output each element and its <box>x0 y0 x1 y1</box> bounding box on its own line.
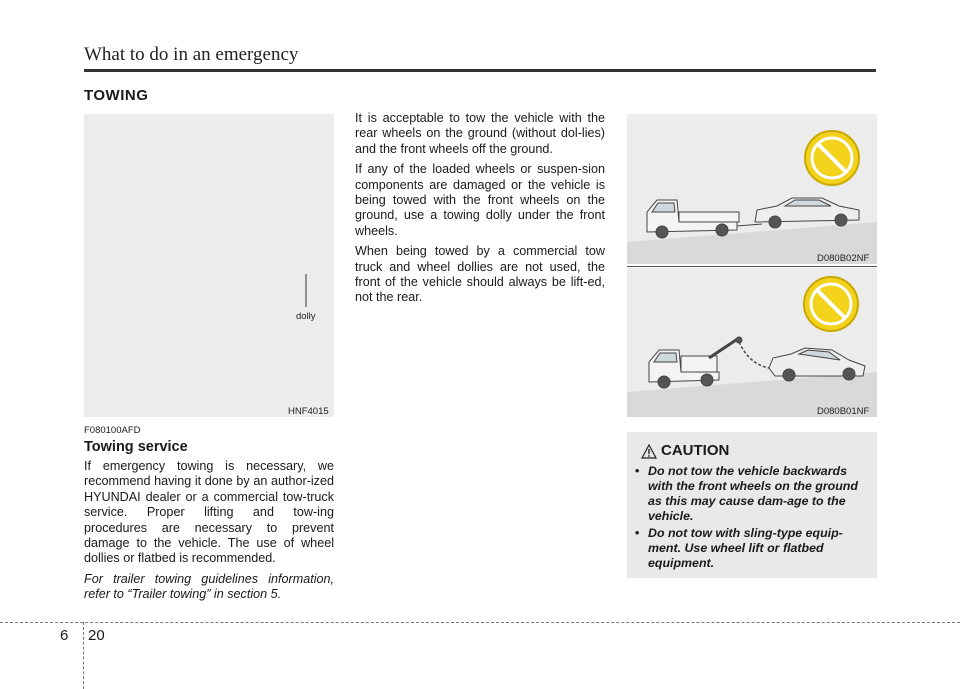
tow-backwards-figure <box>627 114 877 264</box>
dolly-illustration <box>84 114 334 417</box>
tow-backwards-illustration <box>627 114 877 264</box>
chapter-number: 6 <box>60 627 69 644</box>
reference-code: F080100AFD <box>84 425 141 436</box>
middle-column-text <box>355 111 605 311</box>
towed-car-icon <box>755 198 859 228</box>
tow-truck-icon <box>647 200 762 238</box>
caution-item: • Do not tow with sling-type equip-ment. Use wheel lift or flatbed equipment. <box>635 526 843 570</box>
figure-divider <box>627 266 877 267</box>
caution-list <box>635 464 869 573</box>
section-title: TOWING <box>84 87 149 104</box>
towing-service-paragraph: If emergency towing is necessary, we recommend having it done by an author-ized HYUNDAI dealer or a commercial tow-truck service. Proper lifting and tow-ing procedures are necessary to prevent damage to the vehicle. The use of wheel dollies or flatbed is recommended. <box>84 459 334 566</box>
caution-item-text: Do not tow with sling-type equip-ment. Use wheel lift or flatbed equipment. <box>648 526 843 570</box>
towing-service-heading: Towing service <box>84 439 188 455</box>
header-rule <box>84 69 876 72</box>
footer-rule <box>0 622 960 623</box>
damaged-wheels-paragraph: If any of the loaded wheels or suspen-sion components are damaged or the vehicle is being towed with the front wheels on the ground, use a towing dolly under the front wheels. <box>355 162 605 238</box>
lifted-car-icon <box>769 348 865 381</box>
sling-tow-figure <box>627 268 877 417</box>
caution-item: • Do not tow the vehicle backwards with the front wheels on the ground as this may cause dam-age to the vehicle. <box>635 464 858 523</box>
caution-item-text: Do not tow the vehicle backwards with the front wheels on the ground as this may cause dam-age to the vehicle. <box>648 464 858 523</box>
towing-dolly-figure <box>84 114 334 417</box>
towing-service-text <box>84 459 334 608</box>
page-header-title: What to do in an emergency <box>84 44 299 65</box>
caution-title: CAUTION <box>661 442 730 459</box>
commercial-tow-paragraph: When being towed by a commercial tow truck and wheel dollies are not used, the front of the vehicle should always be lift-ed, not the rear. <box>355 244 605 305</box>
warning-triangle-icon <box>641 444 657 459</box>
rear-wheels-paragraph: It is acceptable to tow the vehicle with the rear wheels on the ground (without dol-lies) and the front wheels off the ground. <box>355 111 605 156</box>
figure-code-bottom-right: D080B01NF <box>817 406 870 417</box>
caution-box <box>627 432 877 578</box>
dolly-label: dolly <box>296 311 316 322</box>
trailer-towing-note: For trailer towing guidelines information, refer to “Trailer towing” in section 5. <box>84 571 334 602</box>
prohibition-icon <box>804 277 858 331</box>
prohibition-icon <box>805 131 859 185</box>
page-number: 20 <box>88 627 105 644</box>
wrecker-truck-icon <box>649 337 742 388</box>
figure-code-left: HNF4015 <box>288 406 329 417</box>
sling-tow-illustration <box>627 268 877 417</box>
figure-code-top-right: D080B02NF <box>817 253 870 264</box>
footer-divider <box>83 622 84 689</box>
